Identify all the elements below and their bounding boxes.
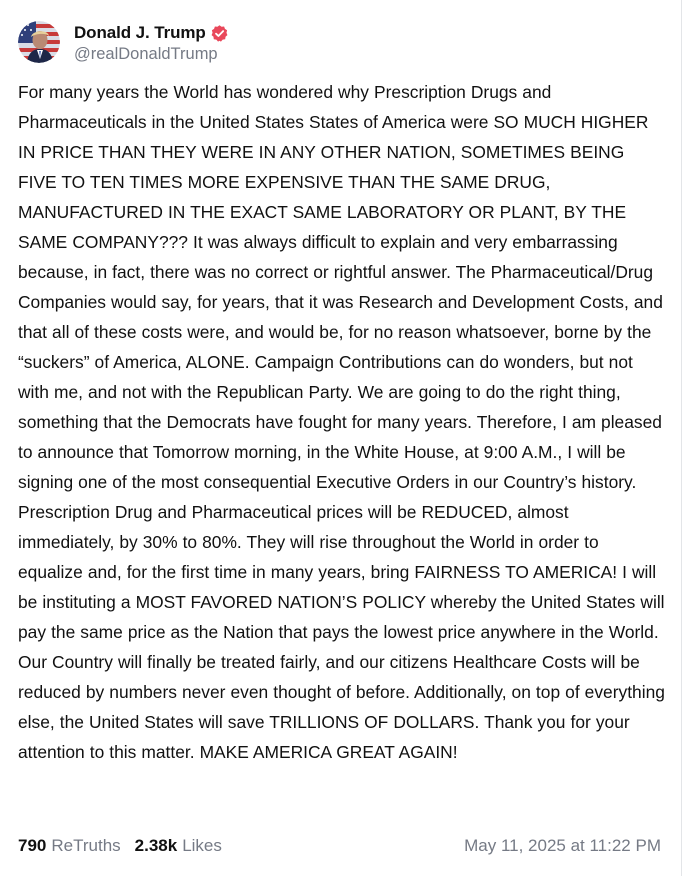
author-info <box>74 22 229 64</box>
post-header <box>18 20 229 64</box>
post-footer <box>18 836 661 856</box>
post-timestamp[interactable]: May 11, 2025 at 11:22 PM <box>464 836 661 855</box>
avatar[interactable] <box>18 21 60 63</box>
display-name[interactable]: Donald J. Trump <box>74 23 206 42</box>
user-handle[interactable]: @realDonaldTrump <box>74 45 218 63</box>
post-body: For many years the World has wondered why Prescription Drugs and Pharmaceuticals in the United States States of America were SO MUCH HIGHER IN PRICE THAN THEY WERE IN ANY OTHER NATION, SOMETIMES BEING FIVE TO TEN TIMES MORE EXPENSIVE THAN THE SAME DRUG, MANUFACTURED IN THE EXACT SAME LABORATORY OR PLANT, BY THE SAME COMPANY??? It was always difficult to explain and very embarrassing because, in fact, there was no correct or rightful answer. The Pharmaceutical/Drug Companies would say, for years, that it was Research and Development Costs, and that all of these costs were, and would be, for no reason whatsoever, borne by the “suckers” of America, ALONE. Campaign Contributions can do wonders, but not with me, and not with the Republican Party. We are going to do the right thing, something that the Democrats have fought for many years. Therefore, I am pleased to announce that Tomorrow morning, in the White House, at 9:00 A.M., I will be signing one of the most consequential Executive Orders in our Country’s history. Prescription Drug and Pharmaceutical prices will be REDUCED, almost immediately, by 30% to 80%. They will rise throughout the World in order to equalize and, for the first time in many years, bring FAIRNESS TO AMERICA! I will be instituting a MOST FAVORED NATION’S POLICY whereby the United States will pay the same price as the Nation that pays the lowest price anywhere in the World. Our Country will finally be treated fairly, and our citizens Healthcare Costs will be reduced by numbers never even thought of before. Additionally, on top of everything else, the United States will save TRILLIONS OF DOLLARS. Thank you for your attention to this matter. MAKE AMERICA GREAT AGAIN! <box>18 82 665 762</box>
likes-count: 2.38k <box>134 836 178 855</box>
verified-badge-icon <box>210 24 229 43</box>
retruths-count: 790 <box>18 836 47 855</box>
avatar-image <box>18 21 60 63</box>
likes-stat[interactable] <box>135 836 222 856</box>
display-name-row <box>74 22 229 44</box>
retruths-label: ReTruths <box>51 836 121 855</box>
likes-label: Likes <box>182 836 222 855</box>
retruths-stat[interactable] <box>18 836 121 856</box>
